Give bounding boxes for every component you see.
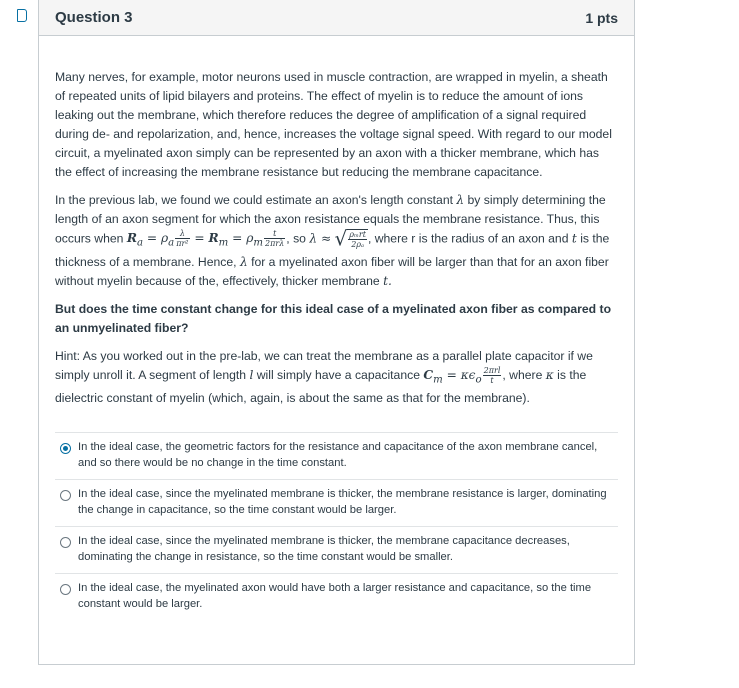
- answer-option[interactable]: [55, 527, 618, 574]
- paragraph-myelin-intro: Many nerves, for example, motor neurons used in muscle contraction, are wrapped in myelin, a sheath of repeated units of lipid bilayers and proteins. The effect of myelin is to reduce the amount of ions leaking out the membrane, which therefore reduces the degree of amplification of a signal required during de- and repolarization, and, hence, increases the voltage signal speed. With regard to our model circuit, a myelinated axon simply can be represented by an axon with a thicker membrane, which has the effect of increasing the membrane resistance but reducing the membrane capacitance.: [55, 70, 612, 179]
- radio-button[interactable]: [60, 537, 71, 548]
- equation-resistance: $R_a = \rho_a$ $\frac{\lambda}{\text{πr²}}$ = $R_m = \rho_m$ $\frac{t}{\text{2πrλ}}$: [126, 229, 285, 249]
- paragraph-length-constant: In the previous lab, we found we could estimate an axon's length constant λ by simply determining the length of an axon segment for which the axon resistance equals the membrane resistance. Thus, this occurs when $R_a = \rho_a$ $\frac{\lambda}{\text{πr²}}$ = $R_m = \rho_m$ $\frac{t}{\text{2πrλ}}$ , so λ ≈ √ $\frac{\text{ρₘrt}}{\text{2ρₐ}}$ , where r is the radius of an axon and t is the thickness of a membrane. Hence, λ for a myelinated axon fiber will be larger than that for an axon fiber without myelin because of the, effectively, thicker membrane t.: [55, 193, 610, 288]
- answer-option[interactable]: [55, 574, 618, 620]
- radio-button-selected[interactable]: [60, 443, 71, 454]
- sqrt-expression: √ $\frac{\text{ρₘrt}}{\text{2ρₐ}}$: [334, 226, 366, 251]
- question-points: 1 pts: [585, 9, 618, 26]
- equation-capacitance: $C_m = \kappa\epsilon_o$ $\frac{\text{2πrl}}{t}$: [423, 365, 501, 386]
- paragraph-hint: Hint: As you worked out in the pre-lab, we can treat the membrane as a parallel plate capacitor if we simply unroll it. A segment of length l will simply have a capacitance $C_m = \kappa\epsilon_o$ $\frac{\text{2πrl}}{t}$ , where κ is the dielectric constant of myelin (which, again, is about the same as that for the membrane).: [55, 348, 593, 406]
- question-header: [39, 0, 634, 36]
- radio-button[interactable]: [60, 490, 71, 501]
- answer-label: In the ideal case, the myelinated axon would have both a larger resistance and capacitance, so the time constant would be larger.: [78, 582, 592, 611]
- paragraph-question: But does the time constant change for this ideal case of a myelinated axon fiber as compared to an unmyelinated fiber?: [55, 301, 612, 335]
- bookmark-flag-icon[interactable]: [17, 9, 27, 22]
- answer-label: In the ideal case, the geometric factors for the resistance and capacitance of the axon membrane cancel, and so there would be no change in the time constant.: [78, 441, 598, 470]
- answer-label: In the ideal case, since the myelinated membrane is thicker, the membrane capacitance decreases, dominating the change in resistance, so the time constant would be smaller.: [78, 535, 570, 564]
- answer-option[interactable]: [55, 433, 618, 480]
- answer-option[interactable]: [55, 480, 618, 527]
- answer-label: In the ideal case, since the myelinated membrane is thicker, the membrane resistance is larger, dominating the change in capacitance, so the time constant would be larger.: [78, 488, 607, 517]
- radio-button[interactable]: [60, 584, 71, 595]
- question-title: Question 3: [55, 9, 133, 26]
- question-body: [39, 36, 634, 408]
- question-card: [38, 0, 635, 665]
- answer-list: [55, 432, 618, 620]
